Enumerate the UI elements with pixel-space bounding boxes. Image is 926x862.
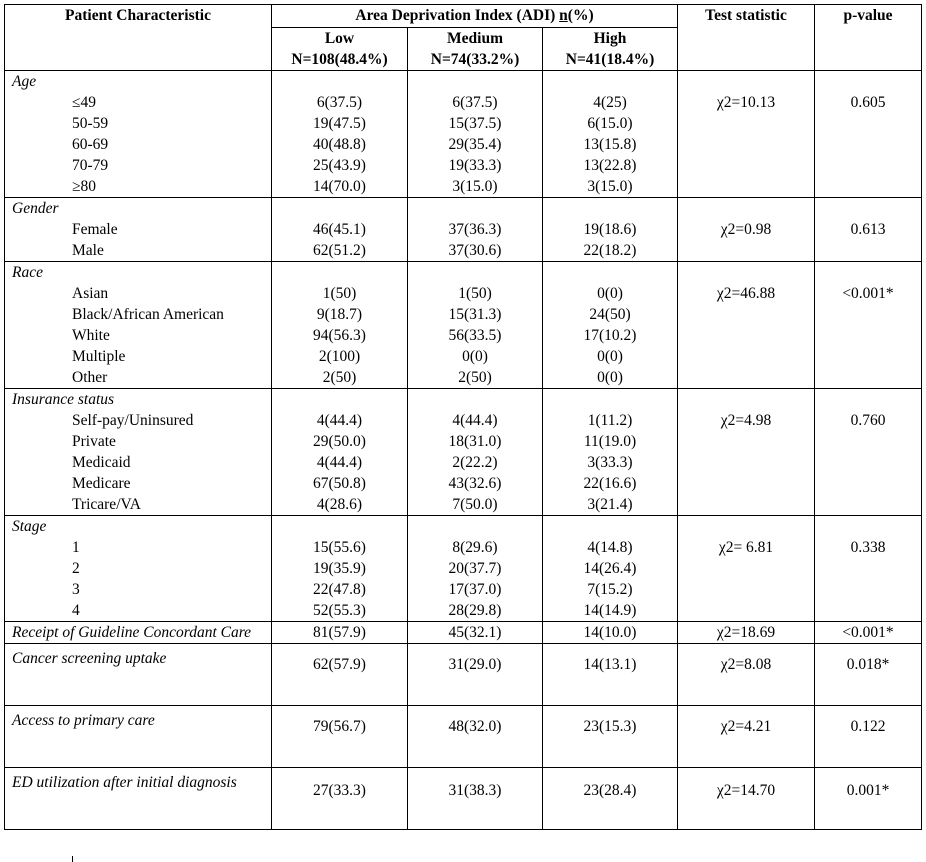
value-low: 27(33.3)	[272, 768, 408, 830]
p-value: 0.605	[815, 71, 922, 198]
value-low: 6(37.5)	[316, 94, 363, 111]
value-low: 19(35.9)	[313, 560, 366, 577]
subgroup-label: Multiple	[72, 348, 126, 365]
test-statistic: χ2=4.98	[678, 389, 815, 516]
value-high: 14(26.4)	[583, 560, 637, 577]
value-low: 2(100)	[318, 348, 361, 365]
header-p-value: p-value	[815, 5, 922, 71]
values-low	[272, 516, 408, 622]
category-label: Age	[12, 73, 37, 90]
category-label: Race	[12, 264, 43, 281]
section-row	[5, 389, 922, 516]
value-low: 67(50.8)	[313, 475, 366, 492]
single-row	[5, 768, 922, 830]
value-medium: 6(37.5)	[452, 94, 498, 111]
subgroup-label: Self-pay/Uninsured	[72, 412, 194, 429]
subgroup-label: Male	[72, 242, 104, 259]
single-row	[5, 622, 922, 644]
value-medium: 0(0)	[462, 348, 488, 365]
values-medium	[408, 198, 543, 262]
subgroup-label: 2	[72, 560, 80, 577]
values-high	[543, 389, 678, 516]
value-medium: 31(38.3)	[408, 768, 543, 830]
test-statistic: χ2=0.98	[678, 198, 815, 262]
value-low: 9(18.7)	[316, 306, 363, 323]
values-low	[272, 389, 408, 516]
subgroup-label: Tricare/VA	[72, 496, 141, 513]
values-low	[272, 262, 408, 389]
value-medium: 45(32.1)	[408, 622, 543, 644]
p-value: <0.001*	[815, 262, 922, 389]
subgroup-label: 60-69	[72, 136, 109, 153]
header-group-low: Low N=108(48.4%)	[272, 28, 408, 71]
value-high: 7(15.2)	[587, 581, 633, 598]
value-low: 22(47.8)	[313, 581, 366, 598]
value-low: 4(44.4)	[316, 454, 363, 471]
value-medium: 2(50)	[458, 369, 492, 386]
values-high	[543, 71, 678, 198]
subgroup-label: ≤49	[72, 94, 97, 111]
category-label: Insurance status	[12, 391, 115, 408]
value-high: 13(15.8)	[583, 136, 637, 153]
header-patient-characteristic: Patient Characteristic	[5, 5, 272, 71]
category-label: ED utilization after initial diagnosis	[12, 774, 237, 791]
value-high: 23(28.4)	[543, 768, 678, 830]
subgroup-label: ≥80	[72, 178, 97, 195]
value-medium: 1(50)	[458, 285, 492, 302]
test-statistic: χ2=10.13	[678, 71, 815, 198]
characteristic-cell	[5, 262, 272, 389]
value-medium: 56(33.5)	[448, 327, 502, 344]
single-row	[5, 706, 922, 768]
value-medium: 17(37.0)	[448, 581, 502, 598]
header-test-statistic: Test statistic	[678, 5, 815, 71]
value-low: 25(43.9)	[313, 157, 366, 174]
p-value: 0.613	[815, 198, 922, 262]
subgroup-label: 50-59	[72, 115, 109, 132]
value-medium: 7(50.0)	[452, 496, 498, 513]
value-high: 22(16.6)	[583, 475, 637, 492]
value-low: 79(56.7)	[272, 706, 408, 768]
p-value: 0.122	[815, 706, 922, 768]
value-low: 81(57.9)	[272, 622, 408, 644]
value-medium: 37(36.3)	[448, 221, 502, 238]
value-medium: 31(29.0)	[408, 644, 543, 706]
value-low: 14(70.0)	[313, 178, 366, 195]
p-value: 0.760	[815, 389, 922, 516]
value-high: 0(0)	[597, 285, 623, 302]
values-medium	[408, 389, 543, 516]
value-high: 14(13.1)	[543, 644, 678, 706]
value-medium: 3(15.0)	[452, 178, 498, 195]
value-high: 3(33.3)	[587, 454, 633, 471]
value-low: 15(55.6)	[313, 539, 366, 556]
characteristic-cell	[5, 622, 272, 644]
header-adi: Area Deprivation Index (ADI) n(%)	[272, 5, 678, 28]
characteristic-cell	[5, 516, 272, 622]
p-value: 0.018*	[815, 644, 922, 706]
value-medium: 2(22.2)	[452, 454, 498, 471]
test-statistic: χ2=4.21	[678, 706, 815, 768]
subgroup-label: Black/African American	[72, 306, 224, 323]
value-high: 24(50)	[589, 306, 631, 323]
subgroup-label: 4	[72, 602, 80, 619]
value-high: 14(14.9)	[583, 602, 637, 619]
characteristic-cell	[5, 198, 272, 262]
values-medium	[408, 71, 543, 198]
value-high: 0(0)	[597, 348, 623, 365]
values-high	[543, 516, 678, 622]
subgroup-label: Other	[72, 369, 108, 386]
value-medium: 37(30.6)	[448, 242, 502, 259]
characteristic-cell	[5, 389, 272, 516]
subgroup-label: Medicare	[72, 475, 131, 492]
characteristic-cell	[5, 706, 272, 768]
subgroup-label: 70-79	[72, 157, 109, 174]
characteristic-cell	[5, 71, 272, 198]
category-label: Stage	[12, 518, 47, 535]
category-label: Gender	[12, 200, 59, 217]
subgroup-label: White	[72, 327, 110, 344]
p-value: 0.001*	[815, 768, 922, 830]
subgroup-label: Medicaid	[72, 454, 131, 471]
adi-characteristics-table	[4, 4, 922, 830]
value-high: 19(18.6)	[583, 221, 637, 238]
value-low: 19(47.5)	[313, 115, 366, 132]
value-high: 4(14.8)	[587, 539, 633, 556]
values-medium	[408, 262, 543, 389]
value-high: 0(0)	[597, 369, 623, 386]
single-row	[5, 644, 922, 706]
p-value: 0.338	[815, 516, 922, 622]
value-medium: 28(29.8)	[448, 602, 502, 619]
p-value: <0.001*	[815, 622, 922, 644]
subgroup-label: 1	[72, 539, 80, 556]
value-low: 46(45.1)	[313, 221, 366, 238]
header-group-medium: Medium N=74(33.2%)	[408, 28, 543, 71]
values-high	[543, 262, 678, 389]
footer-tick-mark	[72, 856, 73, 862]
value-medium: 19(33.3)	[448, 157, 502, 174]
value-medium: 29(35.4)	[448, 136, 502, 153]
characteristic-cell	[5, 768, 272, 830]
value-medium: 15(31.3)	[448, 306, 502, 323]
values-low	[272, 198, 408, 262]
subgroup-label: Private	[72, 433, 116, 450]
value-high: 3(21.4)	[587, 496, 633, 513]
subgroup-label: 3	[72, 581, 80, 598]
value-low: 62(57.9)	[272, 644, 408, 706]
category-label: Cancer screening uptake	[12, 650, 167, 667]
value-high: 1(11.2)	[587, 412, 633, 429]
value-high: 23(15.3)	[543, 706, 678, 768]
value-high: 11(19.0)	[583, 433, 637, 450]
characteristic-cell	[5, 644, 272, 706]
section-row	[5, 71, 922, 198]
section-row	[5, 516, 922, 622]
value-high: 13(22.8)	[583, 157, 637, 174]
value-low: 2(50)	[322, 369, 357, 386]
value-low: 4(44.4)	[316, 412, 363, 429]
value-medium: 8(29.6)	[452, 539, 498, 556]
value-low: 29(50.0)	[313, 433, 366, 450]
test-statistic: χ2=18.69	[678, 622, 815, 644]
value-low: 52(55.3)	[313, 602, 366, 619]
subgroup-label: Asian	[72, 285, 109, 302]
value-high: 6(15.0)	[587, 115, 633, 132]
value-high: 22(18.2)	[583, 242, 637, 259]
section-row	[5, 198, 922, 262]
value-medium: 15(37.5)	[448, 115, 502, 132]
value-medium: 18(31.0)	[448, 433, 502, 450]
value-high: 4(25)	[593, 94, 627, 111]
value-medium: 4(44.4)	[452, 412, 498, 429]
values-high	[543, 198, 678, 262]
value-medium: 48(32.0)	[408, 706, 543, 768]
subgroup-label: Female	[72, 221, 118, 238]
test-statistic: χ2=14.70	[678, 768, 815, 830]
value-medium: 20(37.7)	[448, 560, 502, 577]
value-low: 1(50)	[322, 285, 357, 302]
test-statistic: χ2=8.08	[678, 644, 815, 706]
values-low	[272, 71, 408, 198]
value-high: 14(10.0)	[543, 622, 678, 644]
value-low: 94(56.3)	[313, 327, 366, 344]
value-low: 62(51.2)	[313, 242, 366, 259]
section-row	[5, 262, 922, 389]
category-label: Access to primary care	[12, 712, 155, 729]
category-label: Receipt of Guideline Concordant Care	[12, 624, 252, 641]
value-low: 4(28.6)	[316, 496, 363, 513]
values-medium	[408, 516, 543, 622]
value-low: 40(48.8)	[313, 136, 366, 153]
value-high: 3(15.0)	[587, 178, 633, 195]
test-statistic: χ2= 6.81	[678, 516, 815, 622]
header-group-high: High N=41(18.4%)	[543, 28, 678, 71]
value-high: 17(10.2)	[583, 327, 637, 344]
value-medium: 43(32.6)	[448, 475, 502, 492]
test-statistic: χ2=46.88	[678, 262, 815, 389]
